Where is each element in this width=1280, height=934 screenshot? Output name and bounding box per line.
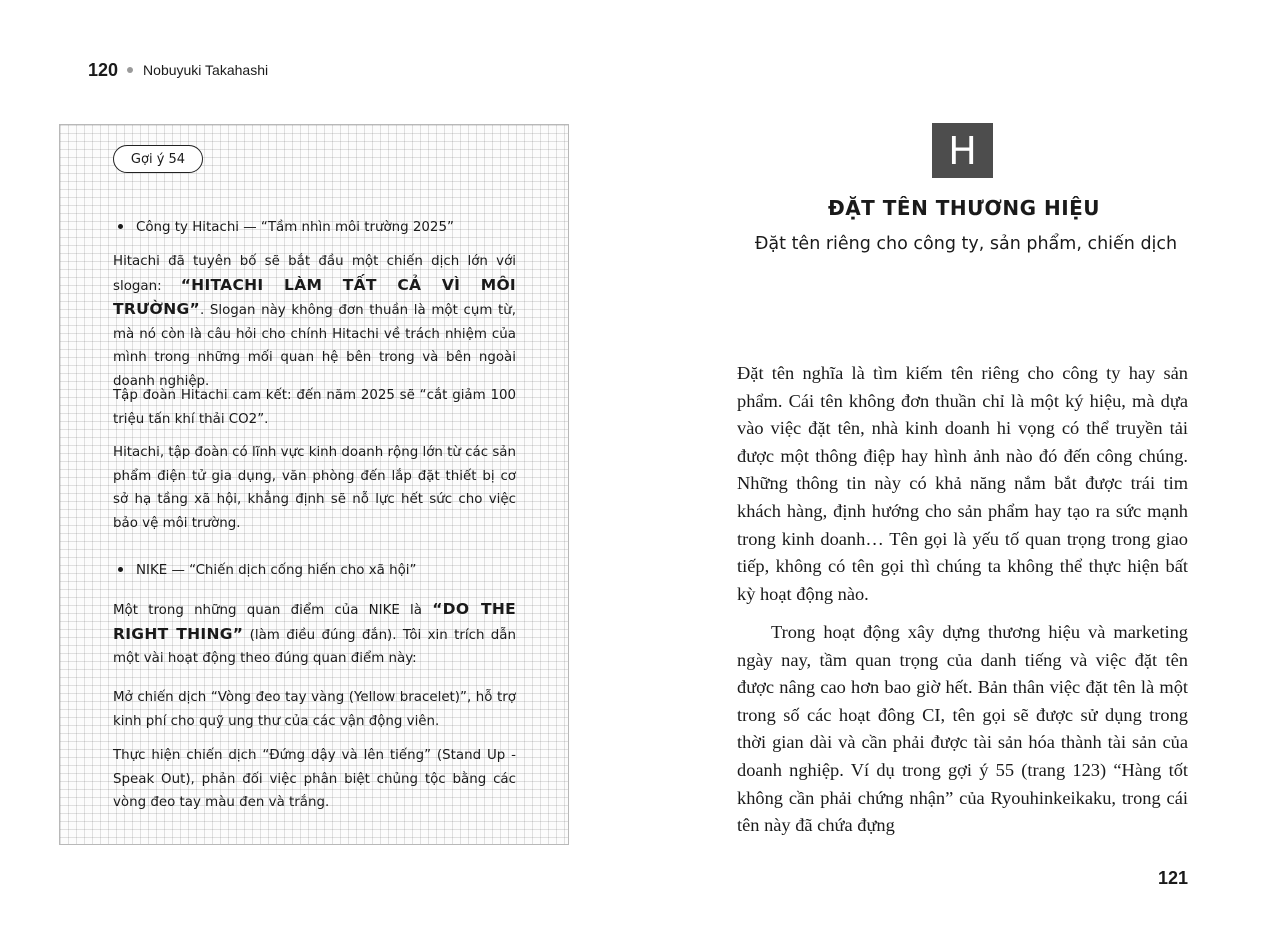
bullet-text: NIKE — “Chiến dịch cống hiến cho xã hội”	[136, 563, 417, 578]
nike-paragraph-2: Mở chiến dịch “Vòng đeo tay vàng (Yellow bracelet)”, hỗ trợ kinh phí cho quỹ ung thư của các vận động viên.	[113, 690, 516, 729]
hitachi-paragraph-2: Tập đoàn Hitachi cam kết: đến năm 2025 sẽ “cắt giảm 100 triệu tấn khí thải CO2”.	[113, 388, 516, 427]
body-paragraph-1: Đặt tên nghĩa là tìm kiếm tên riêng cho công ty hay sản phẩm. Cái tên không đơn thuần chỉ là một ký hiệu, mà dựa vào việc đặt tên, nhà kinh doanh hi vọng có thể truyền tải được một thông điệp hay hình ảnh nào đó đến công chúng. Những thông tin này có khả năng nắm bắt được trái tim khách hàng, định hướng cho sản phẩm hay tạo ra sức mạnh trong kinh doanh… Tên gọi là yếu tố quan trọng trong giao tiếp, không có tên gọi thì chúng ta không thể thực hiện bất kỳ hoạt động nào.	[737, 363, 1188, 604]
paragraph-text: Hitachi đã tuyên bố sẽ bắt đầu một chiến dịch lớn với slogan:	[113, 254, 516, 294]
paragraph-text: Một trong những quan điểm của NIKE là	[113, 603, 433, 618]
slogan-text: “DO THE RIGHT THING”	[113, 600, 517, 643]
body-paragraph-2: Trong hoạt động xây dựng thương hiệu và marketing ngày nay, tầm quan trọng của danh tiếng và việc đặt tên được nâng cao hơn bao giờ hết. Bản thân việc đặt tên là một trong số các hoạt đông CI, tên gọi sẽ được sử dụng trong thời gian dài và cần phải được tài sản hóa thành tài sản của doanh nghiệp. Ví dụ trong gợi ý 55 (trang 123) “Hàng tốt không cần phải chứng nhận” của Ryouhinkeikaku, trong cái tên này đã chứa đựng	[737, 622, 1188, 836]
tip-label: Gợi ý 54	[130, 151, 186, 167]
tip-badge	[113, 145, 203, 173]
hitachi-paragraph-3: Hitachi, tập đoàn có lĩnh vực kinh doanh rộng lớn từ các sản phẩm điện tử gia dụng, văn phòng đến lắp đặt thiết bị cơ sở hạ tầng xã hội, khẳng định sẽ nỗ lực hết sức cho việc bảo vệ môi trường.	[113, 445, 516, 531]
separator-dot-icon	[127, 67, 133, 73]
nike-paragraph-1	[113, 598, 516, 671]
author-name: Nobuyuki Takahashi	[143, 62, 269, 78]
chapter-letter: H	[948, 128, 977, 173]
bullet-text: Công ty Hitachi — “Tầm nhìn môi trường 2025”	[136, 220, 454, 235]
hitachi-paragraph-1	[113, 250, 516, 393]
chapter-letter-box	[932, 123, 993, 178]
paragraph-text: (làm điều đúng đắn). Tôi xin trích dẫn một vài hoạt động theo đúng quan điểm này:	[113, 627, 516, 666]
bullet-item-hitachi	[118, 216, 518, 240]
running-header	[88, 58, 268, 82]
bullet-icon	[118, 567, 123, 572]
chapter-title: ĐẶT TÊN THƯƠNG HIỆU	[827, 196, 1101, 220]
paragraph-text: . Slogan này không đơn thuần là một cụm từ, mà nó còn là câu hỏi cho chính Hitachi về trách nhiệm của mình trong những mối quan hệ bên trong và bên ngoài doanh nghiệp.	[113, 303, 516, 389]
chapter-subtitle: Đặt tên riêng cho công ty, sản phẩm, chiến dịch	[754, 234, 1178, 254]
bullet-icon	[118, 224, 123, 229]
page-number-left: 120	[88, 59, 119, 80]
bullet-item-nike	[118, 559, 518, 583]
page-number-right: 121	[1157, 868, 1188, 888]
slogan-text: “HITACHI LÀM TẤT CẢ VÌ MÔI TRƯỜNG”	[113, 275, 516, 318]
nike-paragraph-3: Thực hiện chiến dịch “Đứng dậy và lên tiếng” (Stand Up - Speak Out), phản đối việc phân biệt chủng tộc bằng các vòng đeo tay màu đen và trắng.	[113, 748, 516, 810]
